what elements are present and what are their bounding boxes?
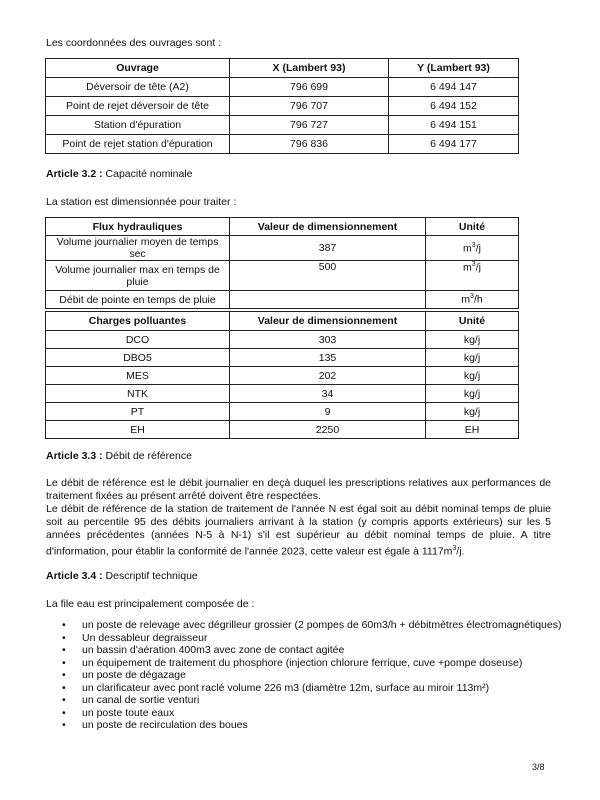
flux-header-label: Flux hydrauliques xyxy=(46,218,230,236)
charges-cell: 34 xyxy=(230,385,426,403)
reference-paragraph-2: Le débit de référence de la station de traitement de l'année N est égal soit au débit nominal temps de pluie soit au percentile 95 des débits journaliers arrivant à la station (y compris apports extérieurs) sur les 5 années précédentes (années N-5 à N-1) s'il est supérieur au débit nominal temps de pluie. A titre d'information, pour établir la conformité de l'année 2023, cette valeur est égale à $1117m^3/j$. xyxy=(46,503,551,558)
table-row xyxy=(46,78,519,97)
reference-paragraph-1: Le débit de référence est le débit journalier en deçà duquel les prescriptions relatives aux performances de traitement fixées au présent arrêté doivent être respectées. xyxy=(46,477,551,502)
article-title: Capacité nominale xyxy=(105,168,193,180)
coord-cell: 796 727 xyxy=(230,116,389,135)
article-title: Descriptif technique xyxy=(105,570,198,582)
list-item: • un poste de dégazage xyxy=(62,669,562,682)
coord-cell: Déversoir de tête (A2) xyxy=(46,78,230,97)
flux-cell-label: Volume journalier max en temps de pluie xyxy=(46,261,230,291)
charges-header-value: Valeur de dimensionnement xyxy=(230,312,426,331)
charges-cell: EH xyxy=(46,421,230,439)
list-item: • un poste de recirculation des boues xyxy=(62,719,562,732)
coord-cell: 6 494 147 xyxy=(389,78,519,97)
list-item: • Un dessableur degraisseur xyxy=(62,632,562,645)
flux-table xyxy=(45,217,519,309)
table-row xyxy=(46,291,519,309)
table-row xyxy=(46,385,519,403)
article-number: Article 3.2 : xyxy=(46,168,103,180)
coord-header-x: X (Lambert 93) xyxy=(230,59,389,78)
charges-cell: DBO5 xyxy=(46,349,230,367)
list-item: • un poste toute eaux xyxy=(62,707,562,720)
flux-cell-value: 500 xyxy=(230,261,426,291)
flux-cell-unit: $m^3/h$ xyxy=(426,291,519,309)
coordinates-intro: Les coordonnées des ouvrages sont : xyxy=(46,37,222,49)
coord-header-y: Y (Lambert 93) xyxy=(389,59,519,78)
list-item: • un équipement de traitement du phosphore (injection chlorure ferrique, cuve +pompe doseuse) xyxy=(62,657,562,670)
table-row xyxy=(46,97,519,116)
coord-cell: 6 494 151 xyxy=(389,116,519,135)
file-eau-intro: La file eau est principalement composée de : xyxy=(46,598,255,610)
charges-cell: kg/j xyxy=(426,385,519,403)
table-row xyxy=(46,331,519,349)
article-3-4-heading xyxy=(46,570,198,583)
list-item: • un clarificateur avec pont raclé volume 226 m3 (diamètre 12m, surface au miroir 113m²) xyxy=(62,682,562,695)
table-row xyxy=(46,236,519,261)
charges-cell: MES xyxy=(46,367,230,385)
coord-cell: 6 494 152 xyxy=(389,97,519,116)
equipment-list xyxy=(62,619,562,732)
charges-cell: 2250 xyxy=(230,421,426,439)
charges-cell: 135 xyxy=(230,349,426,367)
charges-cell: 202 xyxy=(230,367,426,385)
charges-cell: kg/j xyxy=(426,349,519,367)
coord-cell: 796 699 xyxy=(230,78,389,97)
charges-cell: kg/j xyxy=(426,403,519,421)
list-item: • un canal de sortie venturi xyxy=(62,694,562,707)
article-number: Article 3.3 : xyxy=(46,450,103,462)
table-row xyxy=(46,116,519,135)
table-row xyxy=(46,135,519,154)
coord-cell: 6 494 177 xyxy=(389,135,519,154)
coordinates-table xyxy=(45,58,519,154)
coord-cell: Point de rejet déversoir de tête xyxy=(46,97,230,116)
capacity-intro: La station est dimensionnée pour traiter : xyxy=(46,196,237,208)
article-3-2-heading xyxy=(46,168,193,181)
flux-cell-value xyxy=(230,291,426,309)
coord-cell: Point de rejet station d'épuration xyxy=(46,135,230,154)
charges-table xyxy=(45,311,519,439)
coord-cell: 796 836 xyxy=(230,135,389,154)
flux-cell-label: Volume journalier moyen de temps sec xyxy=(46,236,230,261)
charges-header-label: Charges polluantes xyxy=(46,312,230,331)
charges-cell: DCO xyxy=(46,331,230,349)
charges-cell: 303 xyxy=(230,331,426,349)
article-number: Article 3.4 : xyxy=(46,570,103,582)
flux-header-unit: Unité xyxy=(426,218,519,236)
flux-cell-unit: $m^3/j$ xyxy=(426,236,519,261)
coord-header-ouvrage: Ouvrage xyxy=(46,59,230,78)
table-row xyxy=(46,403,519,421)
coord-cell: 796 707 xyxy=(230,97,389,116)
charges-cell: PT xyxy=(46,403,230,421)
coord-cell: Station d'épuration xyxy=(46,116,230,135)
charges-cell: EH xyxy=(426,421,519,439)
charges-cell: NTK xyxy=(46,385,230,403)
list-item: • un bassin d'aération 400m3 avec zone de contact agitée xyxy=(62,644,562,657)
flux-cell-unit: $m^3/j$ xyxy=(426,261,519,291)
list-item: • un poste de relevage avec dégrilleur grossier (2 pompes de 60m3/h + débitmètres électromagnétiques) xyxy=(62,619,562,632)
flux-header-value: Valeur de dimensionnement xyxy=(230,218,426,236)
charges-cell: kg/j xyxy=(426,367,519,385)
table-row xyxy=(46,349,519,367)
charges-cell: 9 xyxy=(230,403,426,421)
charges-header-unit: Unité xyxy=(426,312,519,331)
table-row xyxy=(46,367,519,385)
page-number: 3/8 xyxy=(532,762,545,772)
table-row xyxy=(46,421,519,439)
table-row xyxy=(46,261,519,291)
flux-cell-label: Débit de pointe en temps de pluie xyxy=(46,291,230,309)
article-title: Débit de référence xyxy=(105,450,192,462)
flux-cell-value: 387 xyxy=(230,236,426,261)
reference-paragraph xyxy=(46,477,551,559)
article-3-3-heading xyxy=(46,450,192,463)
charges-cell: kg/j xyxy=(426,331,519,349)
